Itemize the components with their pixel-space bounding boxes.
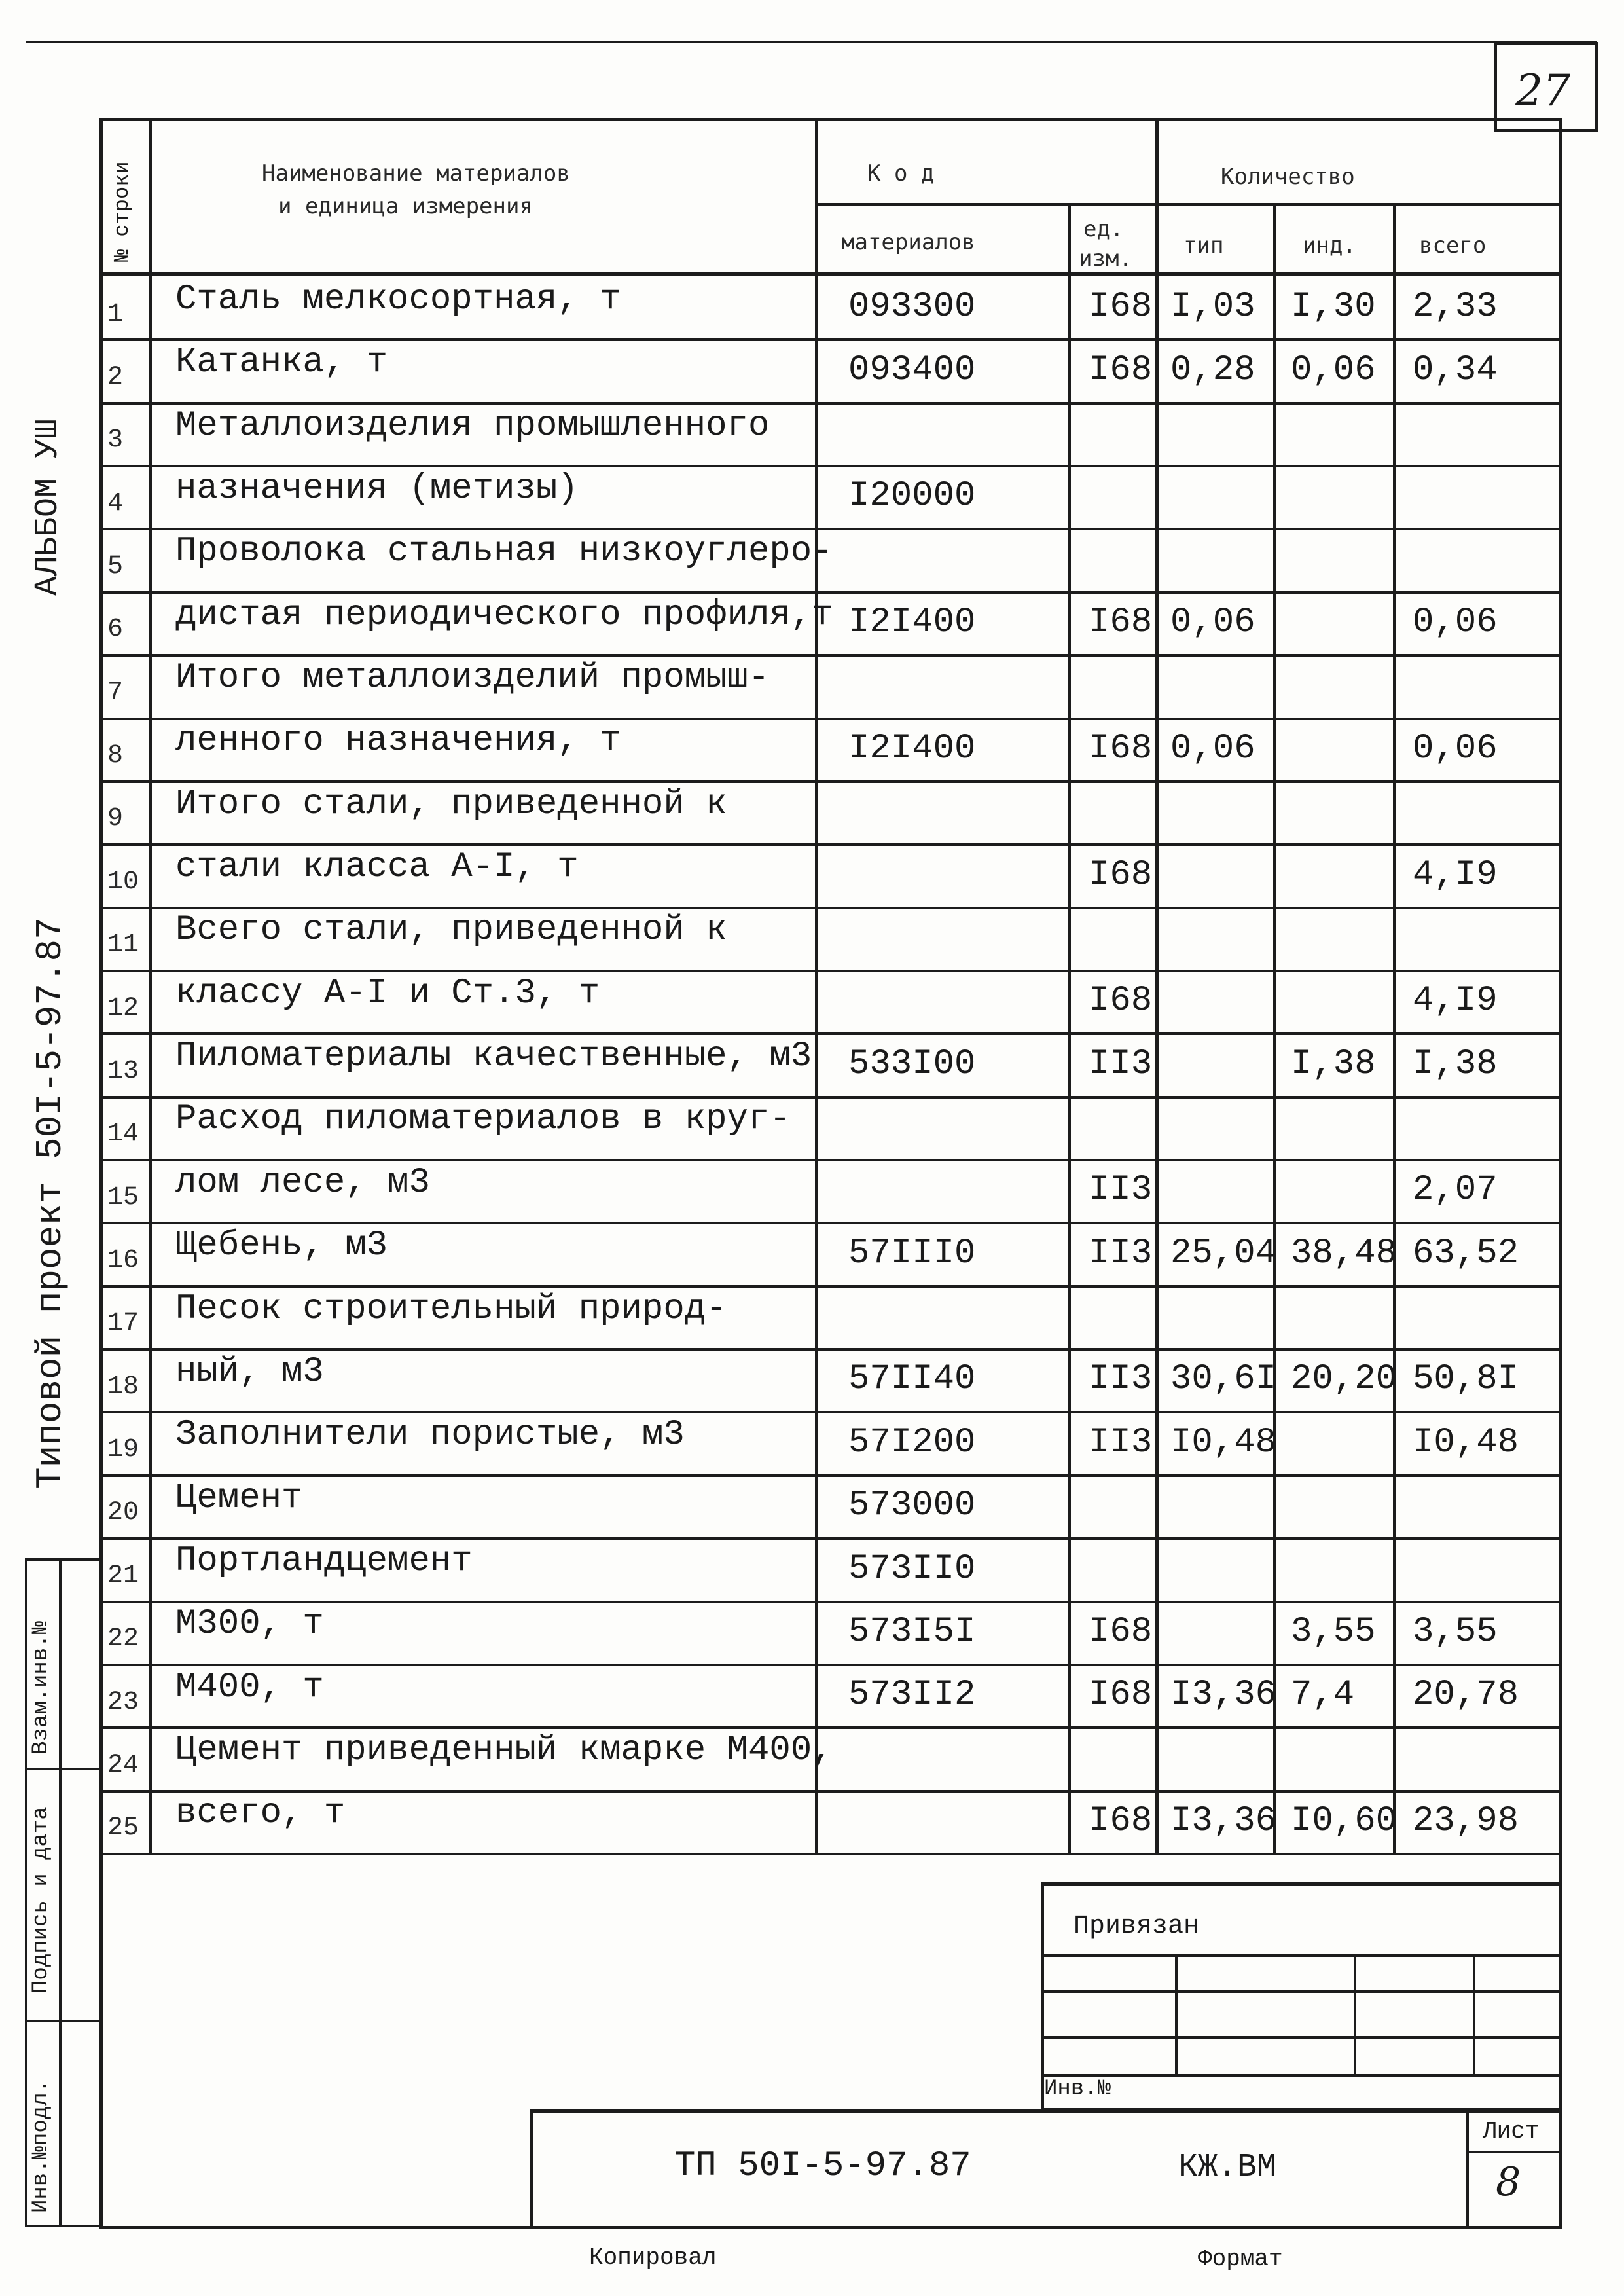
row-unit: I68 — [1089, 287, 1153, 327]
binding-grid-h — [1041, 1990, 1562, 1993]
row-name: назначения (метизы) — [175, 469, 579, 509]
col-line-ind — [1393, 204, 1396, 1854]
row-unit: I68 — [1089, 1612, 1153, 1652]
header-row-number: № строки — [110, 161, 134, 262]
row-divider — [99, 1222, 1561, 1224]
header-divider — [815, 203, 1561, 206]
row-name: Сталь мелкосортная, т — [175, 280, 621, 319]
row-divider — [99, 654, 1561, 657]
row-ind: 38,48 — [1291, 1233, 1398, 1273]
row-total: 2,07 — [1413, 1170, 1498, 1210]
row-total: 0,06 — [1413, 602, 1498, 642]
col-line-name — [815, 118, 818, 1854]
stamp-sheet-divider-h — [1466, 2151, 1562, 2153]
row-divider — [99, 1285, 1561, 1288]
col-line-unit — [1155, 118, 1159, 1854]
row-code: 533I00 — [848, 1044, 976, 1084]
row-number: 5 — [107, 552, 124, 581]
row-name: Итого металлоизделий промыш- — [175, 658, 770, 698]
row-number: 16 — [107, 1246, 139, 1275]
header-code-group: К о д — [867, 160, 935, 187]
row-total: 4,I9 — [1413, 981, 1498, 1021]
row-typ: 0,06 — [1170, 729, 1255, 769]
binding-grid-v — [1473, 1954, 1475, 2075]
row-code: 57III0 — [848, 1233, 976, 1273]
row-number: 4 — [107, 489, 124, 519]
row-name: классу А-I и Ст.3, т — [175, 974, 600, 1013]
row-number: 23 — [107, 1688, 139, 1717]
row-number: 12 — [107, 994, 139, 1023]
row-typ: I,03 — [1170, 287, 1255, 327]
row-ind: I0,60 — [1291, 1801, 1398, 1841]
row-divider — [99, 1032, 1561, 1035]
row-number: 10 — [107, 867, 139, 897]
row-name: Всего стали, приведенной к — [175, 910, 727, 950]
inv-no-label: Инв.№ — [1044, 2077, 1111, 2102]
row-divider — [99, 843, 1561, 846]
row-code: 57I200 — [848, 1423, 976, 1463]
row-divider — [99, 402, 1561, 405]
row-number: 19 — [107, 1435, 139, 1465]
row-total: 2,33 — [1413, 287, 1498, 327]
row-name: ный, м3 — [175, 1352, 324, 1392]
row-typ: 30,6I — [1170, 1359, 1277, 1399]
row-divider — [99, 1348, 1561, 1351]
header-qty-ind: инд. — [1303, 232, 1356, 259]
row-number: 20 — [107, 1498, 139, 1527]
binding-grid-v — [1175, 1954, 1178, 2075]
row-code: I20000 — [848, 476, 976, 516]
row-divider — [99, 780, 1561, 783]
row-name: всего, т — [175, 1793, 346, 1833]
row-typ: I3,36 — [1170, 1675, 1277, 1715]
row-number: 22 — [107, 1624, 139, 1654]
row-divider — [99, 1664, 1561, 1666]
stamp-sheet-label: Лист — [1483, 2118, 1540, 2145]
header-name-line1: Наименование материалов — [262, 160, 570, 187]
row-number: 24 — [107, 1751, 139, 1780]
row-divider — [99, 1790, 1561, 1793]
row-name: Цемент — [175, 1478, 303, 1518]
row-name: Цемент приведенный кмарке М400, — [175, 1730, 833, 1770]
corner-sheet-number: 27 — [1515, 65, 1570, 116]
row-name: Катанка, т — [175, 342, 388, 382]
row-unit: I68 — [1089, 729, 1153, 769]
row-code: 573II0 — [848, 1549, 976, 1589]
footer-format: Формат — [1198, 2246, 1283, 2272]
margin-table-row-line — [25, 2020, 103, 2022]
row-total: 63,52 — [1413, 1233, 1519, 1273]
row-number: 21 — [107, 1561, 139, 1591]
row-unit: I68 — [1089, 1801, 1153, 1841]
row-ind: I,38 — [1291, 1044, 1376, 1084]
row-total: I,38 — [1413, 1044, 1498, 1084]
row-unit: II3 — [1089, 1044, 1153, 1084]
row-name: ленного назначения, т — [175, 721, 621, 761]
header-code-material: материалов — [841, 229, 975, 255]
row-name: Щебень, м3 — [175, 1226, 388, 1266]
row-number: 17 — [107, 1309, 139, 1338]
row-divider — [99, 1726, 1561, 1729]
row-divider — [99, 338, 1561, 341]
row-name: Итого стали, приведенной к — [175, 784, 727, 824]
row-unit: I68 — [1089, 981, 1153, 1021]
row-number: 1 — [107, 300, 124, 329]
row-typ: 25,04 — [1170, 1233, 1277, 1273]
stamp-sheet-number: 8 — [1496, 2159, 1521, 2205]
row-total: 0,34 — [1413, 350, 1498, 390]
margin-table-divider — [59, 1558, 62, 2227]
header-bottom — [99, 272, 1561, 276]
row-number: 13 — [107, 1057, 139, 1086]
row-number: 6 — [107, 615, 124, 644]
row-total: 4,I9 — [1413, 855, 1498, 895]
row-name: Металлоизделия промышленного — [175, 406, 770, 446]
row-name: Портландцемент — [175, 1541, 473, 1581]
row-unit: I68 — [1089, 350, 1153, 390]
stamp-sheet-divider — [1466, 2109, 1469, 2229]
row-divider — [99, 718, 1561, 720]
margin-vzam-label: Взам.инв.№ — [29, 1620, 54, 1755]
row-divider — [99, 1159, 1561, 1161]
binding-grid-h — [1041, 2036, 1562, 2039]
row-name: М300, т — [175, 1604, 324, 1644]
row-ind: 3,55 — [1291, 1612, 1376, 1652]
row-number: 7 — [107, 678, 124, 708]
row-number: 3 — [107, 426, 124, 455]
row-typ: I3,36 — [1170, 1801, 1277, 1841]
row-divider — [99, 1601, 1561, 1603]
page-top-rule — [26, 41, 1597, 43]
row-number: 14 — [107, 1120, 139, 1149]
row-unit: II3 — [1089, 1359, 1153, 1399]
margin-signature-label: Подпись и дата — [29, 1806, 54, 1994]
footer-copied: Копировал — [589, 2244, 717, 2271]
row-name: Проволока стальная низкоуглеро- — [175, 532, 833, 572]
row-code: 093400 — [848, 350, 976, 390]
row-total: 3,55 — [1413, 1612, 1498, 1652]
row-name: Заполнители пористые, м3 — [175, 1415, 685, 1455]
row-unit: II3 — [1089, 1170, 1153, 1210]
col-line-rownum — [149, 118, 152, 1854]
row-divider — [99, 591, 1561, 594]
row-total: I0,48 — [1413, 1423, 1519, 1463]
binding-label: Привязан — [1074, 1912, 1200, 1941]
row-number: 9 — [107, 804, 124, 833]
margin-album-label: АЛЬБОМ УШ — [29, 418, 67, 596]
row-number: 8 — [107, 741, 124, 771]
binding-grid-h — [1041, 1954, 1562, 1957]
row-code: 573000 — [848, 1485, 976, 1525]
row-ind: I,30 — [1291, 287, 1376, 327]
row-unit: II3 — [1089, 1233, 1153, 1273]
row-code: 093300 — [848, 287, 976, 327]
row-divider — [99, 465, 1561, 467]
row-number: 11 — [107, 930, 139, 960]
row-number: 18 — [107, 1372, 139, 1402]
row-name: стали класса А-I, т — [175, 847, 579, 887]
row-divider — [99, 1411, 1561, 1413]
row-total: 20,78 — [1413, 1675, 1519, 1715]
stamp-doc-mark: КЖ.ВМ — [1178, 2149, 1277, 2186]
row-unit: I68 — [1089, 602, 1153, 642]
row-number: 25 — [107, 1813, 139, 1843]
row-unit: II3 — [1089, 1423, 1153, 1463]
row-code: 57II40 — [848, 1359, 976, 1399]
row-name: Пиломатериалы качественные, м3 — [175, 1036, 812, 1076]
header-unit-line1: ед. — [1083, 216, 1124, 242]
row-typ: I0,48 — [1170, 1423, 1277, 1463]
row-name: Песок строительный природ- — [175, 1289, 727, 1329]
row-unit: I68 — [1089, 1675, 1153, 1715]
row-code: I2I400 — [848, 602, 976, 642]
row-unit: I68 — [1089, 855, 1153, 895]
row-divider — [99, 907, 1561, 909]
row-total: 23,98 — [1413, 1801, 1519, 1841]
row-code: I2I400 — [848, 729, 976, 769]
header-qty-total: всего — [1419, 232, 1487, 259]
row-name: дистая периодического профиля,т — [175, 595, 833, 635]
row-typ: 0,06 — [1170, 602, 1255, 642]
row-name: М400, т — [175, 1667, 324, 1707]
row-total: 0,06 — [1413, 729, 1498, 769]
margin-inv-podl-label: Инв.№подл. — [29, 2079, 54, 2213]
header-qty-group: Количество — [1221, 164, 1355, 190]
row-ind: 7,4 — [1291, 1675, 1355, 1715]
table-bottom — [99, 1853, 1561, 1855]
row-code: 573II2 — [848, 1675, 976, 1715]
row-ind: 20,20 — [1291, 1359, 1398, 1399]
row-divider — [99, 1537, 1561, 1540]
row-typ: 0,28 — [1170, 350, 1255, 390]
row-divider — [99, 970, 1561, 972]
binding-grid-v — [1354, 1954, 1356, 2075]
row-total: 50,8I — [1413, 1359, 1519, 1399]
row-number: 2 — [107, 363, 124, 392]
row-name: лом лесе, м3 — [175, 1163, 430, 1203]
header-qty-typ: тип — [1183, 232, 1224, 259]
row-name: Расход пиломатериалов в круг- — [175, 1099, 791, 1139]
margin-project-label: Типовой проект 50I-5-97.87 — [29, 917, 71, 1489]
row-divider — [99, 1096, 1561, 1099]
stamp-doc-code: ТП 50I-5-97.87 — [674, 2146, 971, 2186]
row-ind: 0,06 — [1291, 350, 1376, 390]
col-line-typ — [1273, 204, 1276, 1854]
binding-grid-h — [1041, 2074, 1562, 2077]
header-unit-line2: изм. — [1079, 246, 1132, 272]
row-divider — [99, 1474, 1561, 1477]
row-number: 15 — [107, 1183, 139, 1212]
margin-table-row-line — [25, 1768, 103, 1770]
col-line-code — [1068, 204, 1071, 1854]
row-divider — [99, 528, 1561, 530]
row-code: 573I5I — [848, 1612, 976, 1652]
header-name-line2: и единица измерения — [278, 193, 533, 219]
